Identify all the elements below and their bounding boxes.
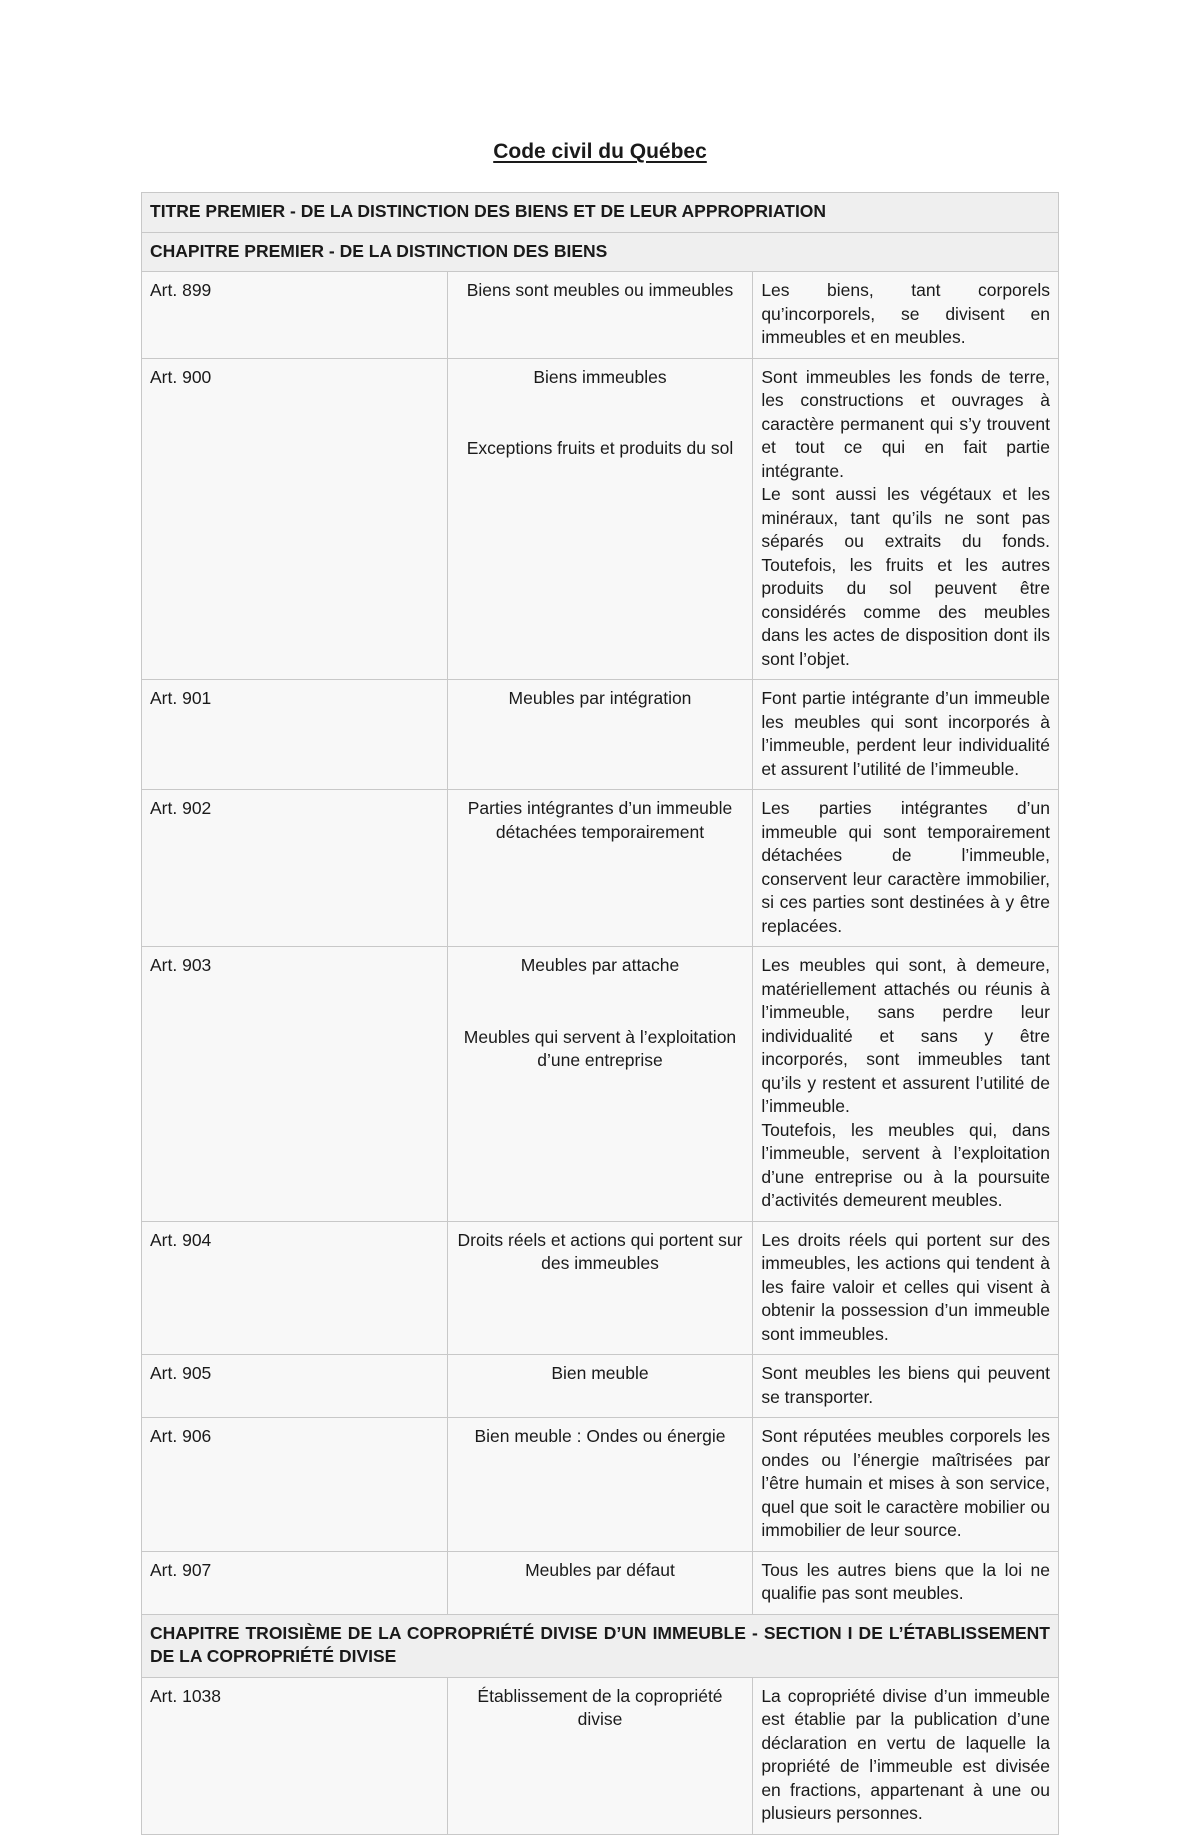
- article-topic-cell: [447, 1355, 753, 1418]
- article-row: [142, 1551, 1059, 1614]
- article-number: Art. 902: [142, 790, 448, 947]
- article-topic-cell: [447, 1418, 753, 1552]
- article-topic-cell: [447, 1221, 753, 1355]
- article-paragraph: Les droits réels qui portent sur des immeubles, les actions qui tendent à les faire valoir et celles qui visent à obtenir la possession d’un immeuble sont immeubles.: [761, 1229, 1050, 1344]
- article-topic: Droits réels et actions qui portent sur des immeubles: [457, 1229, 743, 1273]
- article-paragraph: Les parties intégrantes d’un immeuble qui sont temporairement détachées de l’immeuble, conservent leur caractère immobilier, si ces parties sont destinées à y être replacées.: [761, 798, 1050, 936]
- section-heading: CHAPITRE PREMIER - DE LA DISTINCTION DES BIENS: [142, 232, 1059, 272]
- article-text-cell: [753, 680, 1059, 790]
- article-topic: Biens immeubles: [533, 366, 667, 387]
- article-row: [142, 358, 1059, 680]
- article-row: [142, 1355, 1059, 1418]
- section-heading: TITRE PREMIER - DE LA DISTINCTION DES BIENS ET DE LEUR APPROPRIATION: [142, 193, 1059, 233]
- article-row: [142, 1221, 1059, 1355]
- article-paragraph: Le sont aussi les végétaux et les minéraux, tant qu’ils ne sont pas séparés ou extraits du fonds. Toutefois, les fruits et les autres produits du sol peuvent être considérés comme des meubles dans les actes de disposition dont ils sont l’objet.: [761, 484, 1050, 669]
- article-text-cell: [753, 1551, 1059, 1614]
- article-topic: Meubles par intégration: [508, 688, 692, 708]
- article-number: Art. 905: [142, 1355, 448, 1418]
- article-number: Art. 903: [142, 947, 448, 1222]
- article-row: [142, 272, 1059, 359]
- article-row: [142, 1418, 1059, 1552]
- article-text-cell: [753, 1355, 1059, 1418]
- articles-table-body: [142, 193, 1059, 1835]
- article-topic-cell: [447, 358, 753, 680]
- article-text-cell: [753, 1418, 1059, 1552]
- article-number: Art. 904: [142, 1221, 448, 1355]
- document-title: Code civil du Québec: [493, 140, 707, 163]
- article-topic: Meubles par défaut: [525, 1559, 675, 1580]
- topic-spacer: [456, 978, 745, 1026]
- article-text-cell: [753, 790, 1059, 947]
- article-paragraph: Les meubles qui sont, à demeure, matériellement attachés ou réunis à l’immeuble, sans perdre leur individualité et sans y être incorporés, sont immeubles tant qu’ils y restent et assurent l’utilité de l’immeuble.: [761, 955, 1050, 1116]
- topic-spacer: [456, 389, 745, 437]
- article-topic: Parties intégrantes d’un immeuble détachées temporairement: [467, 798, 733, 842]
- article-topic-cell: [447, 947, 753, 1222]
- article-text-cell: [753, 1221, 1059, 1355]
- article-paragraph: Toutefois, les meubles qui, dans l’immeuble, servent à l’exploitation d’une entreprise ou à la poursuite d’activités demeurent meubles.: [761, 1119, 1050, 1210]
- article-topic: Meubles par attache: [520, 955, 680, 975]
- article-row: [142, 680, 1059, 790]
- article-topic-cell: [447, 1677, 753, 1834]
- article-paragraph: Sont réputées meubles corporels les ondes ou l’énergie maîtrisées par l’être humain et mises à son service, quel que soit le caractère mobilier ou immobilier de leur source.: [761, 1426, 1050, 1540]
- section-heading-row: [142, 232, 1059, 272]
- section-heading-row: [142, 1614, 1059, 1677]
- article-topic-cell: [447, 680, 753, 790]
- article-number: Art. 1038: [142, 1677, 448, 1834]
- article-number: Art. 907: [142, 1551, 448, 1614]
- article-paragraph: Tous les autres biens que la loi ne qualifie pas sont meubles.: [761, 1559, 1050, 1603]
- article-topic: Biens sont meubles ou immeubles: [466, 280, 734, 300]
- article-topic-cell: [447, 272, 753, 359]
- article-text-cell: [753, 272, 1059, 359]
- article-text-cell: [753, 947, 1059, 1222]
- article-topic-cell: [447, 1551, 753, 1614]
- article-topic: Meubles qui servent à l’exploitation d’une entreprise: [463, 1026, 737, 1070]
- article-topic-cell: [447, 790, 753, 947]
- article-paragraph: Sont meubles les biens qui peuvent se transporter.: [761, 1363, 1050, 1407]
- article-paragraph: La copropriété divise d’un immeuble est établie par la publication d’une déclaration en vertu de laquelle la propriété de l’immeuble est divisée en fractions, appartenant à une ou plusieurs personnes.: [761, 1685, 1050, 1823]
- article-paragraph: Les biens, tant corporels qu’incorporels, se divisent en immeubles et en meubles.: [761, 280, 1050, 347]
- article-topic: Exceptions fruits et produits du sol: [466, 438, 734, 458]
- article-paragraph: Sont immeubles les fonds de terre, les constructions et ouvrages à caractère permanent qui s’y trouvent et tout ce qui en fait partie intégrante.: [761, 366, 1050, 481]
- article-topic: Bien meuble: [551, 1363, 649, 1383]
- article-number: Art. 900: [142, 358, 448, 680]
- article-row: [142, 790, 1059, 947]
- article-number: Art. 906: [142, 1418, 448, 1552]
- article-paragraph: Font partie intégrante d’un immeuble les meubles qui sont incorporés à l’immeuble, perdent leur individualité et assurent l’utilité de l’immeuble.: [761, 688, 1050, 779]
- article-row: [142, 1677, 1059, 1834]
- section-heading: CHAPITRE TROISIÈME DE LA COPROPRIÉTÉ DIVISE D’UN IMMEUBLE - SECTION I DE L’ÉTABLISSEMENT DE LA COPROPRIÉTÉ DIVISE: [142, 1614, 1059, 1677]
- article-number: Art. 899: [142, 272, 448, 359]
- article-text-cell: [753, 1677, 1059, 1834]
- article-row: [142, 947, 1059, 1222]
- article-text-cell: [753, 358, 1059, 680]
- article-number: Art. 901: [142, 680, 448, 790]
- articles-table: [141, 192, 1059, 1835]
- section-heading-row: [142, 193, 1059, 233]
- article-topic: Bien meuble : Ondes ou énergie: [474, 1426, 726, 1446]
- article-topic: Établissement de la copropriété divise: [477, 1685, 723, 1729]
